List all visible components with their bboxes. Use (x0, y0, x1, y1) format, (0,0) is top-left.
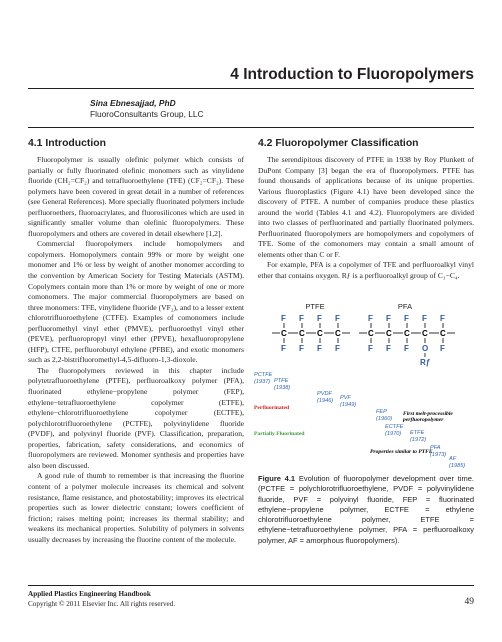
atom-c: C (368, 329, 374, 338)
atom-f: F (281, 314, 286, 323)
atom-f: F (335, 314, 340, 323)
timeline-year: (1972) (410, 437, 427, 443)
atom-f: F (440, 314, 445, 323)
figure-caption-label: Figure 4.1 (258, 474, 296, 483)
atom-c: C (386, 329, 392, 338)
paragraph: The fluoropolymers reviewed in this chapter include polytetrafluoroethylene (PTFE), perfluoroalkoxy polymer (PFA), fluorinated ethylene−propylene polymer (FEP), ethylene−tetrafluoroethylene copolymer (ETFE), ethylene−chlorotrifluoroethylene copolymer (ECTFE), polychlorotrifluoroethylene (PCTFE), polyvinylidene fluoride (PVDF), and polyvinyl fluoride (PVF). Classification, preparation, properties, fabrication, safety considerations, and economics of fluoropolymers are reviewed. Monomer synthesis and properties have also been discussed. (28, 365, 244, 470)
atom-c: C (335, 329, 341, 338)
timeline-year: (1960) (376, 416, 393, 422)
chapter-title: 4 Introduction to Fluoropolymers (230, 66, 474, 83)
right-column (258, 155, 474, 282)
timeline-year: (1973) (430, 452, 447, 458)
timeline-year: (1970) (385, 431, 402, 437)
author-affiliation: FluoroConsultants Group, LLC (90, 109, 204, 119)
header-rule (28, 88, 474, 89)
timeline-name: FEP (376, 409, 387, 415)
atom-f: F (299, 344, 304, 353)
timeline-name: PVDF (317, 391, 332, 397)
atom-c: C (404, 329, 410, 338)
atom-c: C (422, 329, 428, 338)
timeline-name: PVF (340, 395, 351, 401)
footer-rule (28, 585, 474, 586)
atom-c: C (281, 329, 287, 338)
timeline-note: First melt-processible (403, 411, 453, 417)
paragraph: Fluoropolymer is usually olefinic polymer which consists of partially or fully fluorinated olefinic monomers such as vinylidene fluoride (CH₂=CF₂) and tetrafluoroethylene (TFE) (CF₂=CF₂). These polymers have been covered in great detail in a number of references (see General References). More specially fluorinated polymers include perfluoroethers, fluoroacrylates, and fluorosilicones which are used in significantly smaller volume than olefinic fluoropolymers. These fluoropolymers and others are covered in detail elsewhere [1,2]. (28, 155, 244, 238)
atom-f: F (404, 314, 409, 323)
timeline-year: (1938) (274, 385, 291, 391)
section-4-2-title: 4.2 Fluoropolymer Classification (258, 138, 419, 149)
atom-c: C (299, 329, 305, 338)
timeline-year: (1985) (449, 463, 466, 469)
atom-f: F (368, 314, 373, 323)
atom-f: F (404, 344, 409, 353)
pfa-structure (359, 314, 455, 367)
timeline-year: (1946) (317, 398, 334, 404)
timeline (254, 372, 465, 469)
left-column (28, 155, 244, 545)
figure-legend (254, 405, 305, 437)
atom-f: F (281, 344, 286, 353)
atom-c: C (317, 329, 323, 338)
author-name: Sina Ebnesajjad, PhD (90, 98, 176, 108)
pfa-structure-label: PFA (397, 302, 413, 311)
paragraph: A good rule of thumb to remember is that increasing the fluorine content of a polymer molecule increases its chemical and solvent resistance, flame resistance, and photostability; improves its electrical properties such as lower dielectric constant; lowers coefficient of friction; raises melting point; increases its thermal stability; and weakens its mechanical properties. Solubility of polymers in solvents usually decreases by increasing the fluorine content of the molecule. (28, 471, 244, 544)
paragraph: The serendipitous discovery of PTFE in 1938 by Roy Plunkett of DuPont Company [3] began the era of fluoropolymers. PTFE has found thousands of applications because of its unique properties. Various fluoroplastics (Figure 4.1) have been developed since the discovery of PTFE. A number of companies produce these plastics around the world (Tables 4.1 and 4.2). Fluoropolymers are divided into two classes of perfluorinated and partially fluorinated polymers. Perfluorinated fluoropolymers are homopolymers and copolymers of TFE. Some of the comonomers may contain a small amount of elements other than C or F. (258, 155, 474, 259)
timeline-year: (1949) (340, 402, 357, 408)
timeline-note: perfluoropolymer (403, 417, 444, 423)
footer-copyright: Copyright © 2011 Elsevier Inc. All rights reserved. (28, 600, 176, 608)
figure-caption (258, 474, 474, 546)
atom-f: F (386, 314, 391, 323)
timeline-name: PCTFE (254, 372, 273, 378)
atom-f: F (317, 344, 322, 353)
timeline-note: Properties similar to PTFE (370, 449, 433, 455)
footer-book-title: Applied Plastics Engineering Handbook (28, 590, 151, 598)
timeline-year: (1937) (254, 379, 271, 385)
atom-f: F (440, 344, 445, 353)
author-rule (28, 127, 474, 128)
atom-c: C (440, 329, 446, 338)
figure-caption-text: Evolution of fluoropolymer development over time. (PCTFE = polychlorotrifluoroethylene, PVDF = polyvinylidene fluoride, PVF = polyvinyl fluoride, FEP = fluorinated ethylene−propylene polymer, ECTFE = ethylene chlorotrifluoroethylene polymer, ETFE = ethylene−tetrafluoroethylene polymer, PFA = perfluoroalkoxy polymer, AF = amorphous fluoropolymers). (258, 474, 474, 545)
atom-f: F (422, 314, 427, 323)
timeline-name: AF (449, 456, 457, 462)
ptfe-structure (272, 314, 350, 353)
atom-rf: Rƒ (420, 358, 431, 367)
atom-f: F (335, 344, 340, 353)
atom-f: F (299, 314, 304, 323)
atom-o: O (422, 344, 429, 353)
timeline-name: PFA (430, 445, 441, 451)
timeline-name: ETFE (410, 430, 425, 436)
paragraph: For example, PFA is a copolymer of TFE and perfluoroalkyl vinyl ether that contains oxygen. Rƒ is a perfluoroalkyl group of C₁−C₄. (258, 260, 474, 281)
paragraph: Commercial fluoropolymers include homopolymers and copolymers. Homopolymers contain 99% or more by weight one monomer and 1% or less by weight of another monomer according to the convention by American Society for Testing Materials (ASTM). Copolymers contain more than 1% or more by weight of one or more comonomers. The major commercial fluoropolymers are based on three monomers: TFE, vinylidene fluoride (VF₂), and to a lesser extent chlorotrifluoroethylene (CTFE). Examples of comonomers include perfluoromethyl vinyl ether (PMVE), perfluoroethyl vinyl ether (PEVE), perfluoropropyl vinyl ether (PPVE), hexafluoropropylene (HFP), CTFE, perfluorobutyl ethylene (PFBE), and exotic monomers such as 2,2-bistrifluoromethyl-4,5-difluoro-1,3-dioxole. (28, 239, 244, 365)
timeline-name: PTFE (274, 378, 289, 384)
atom-f: F (317, 314, 322, 323)
legend-partially-fluorinated: Partially Fluorinated (254, 431, 305, 437)
timeline-name: ECTFE (385, 424, 404, 430)
atom-f: F (368, 344, 373, 353)
section-4-1-title: 4.1 Introduction (28, 138, 106, 149)
page-number: 49 (464, 597, 474, 607)
legend-perfluorinated: Perfluorinated (254, 405, 290, 411)
ptfe-structure-label: PTFE (305, 302, 325, 311)
atom-f: F (386, 344, 391, 353)
